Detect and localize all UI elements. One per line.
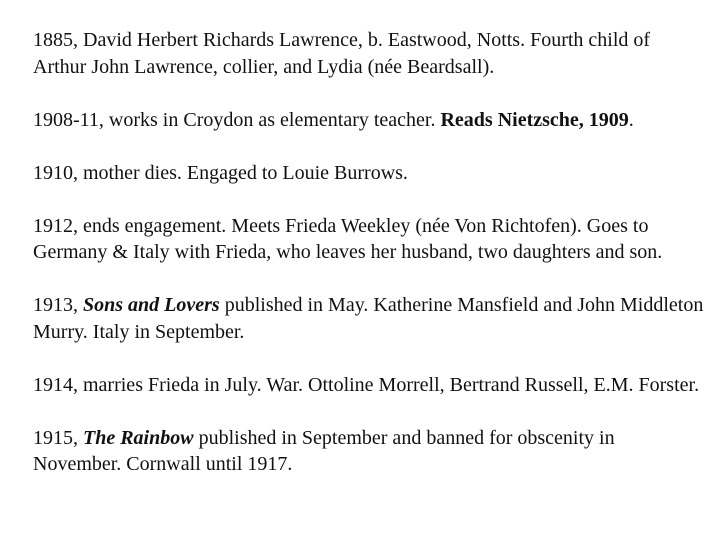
entry-text: 1885, David Herbert Richards Lawrence, b. Eastwood, Notts. Fourth child of Arthur John Lawrence, collier, and Lydia (née Beardsall).	[33, 29, 651, 78]
entry-text: 1912, ends engagement. Meets Frieda Weekley (née Von Richtofen). Goes to Germany & Italy with Frieda, who leaves her husband, two daughters and son.	[33, 214, 663, 263]
entry-1908	[33, 107, 705, 134]
entry-year: 1913,	[33, 294, 83, 316]
entry-text: 1914, marries Frieda in July. War. Ottoline Morrell, Bertrand Russell, E.M. Forster.	[33, 373, 700, 396]
book-title-the-rainbow: The Rainbow	[83, 426, 194, 449]
entry-1885	[33, 27, 705, 80]
entry-1913	[33, 292, 705, 345]
entry-1914	[33, 372, 705, 399]
book-title-sons-and-lovers: Sons and Lovers	[83, 294, 220, 316]
entry-text: 1910, mother dies. Engaged to Louie Burrows.	[33, 161, 408, 184]
entry-text: published in May. Katherine Mansfield and John Middleton Murry. Italy in September.	[33, 294, 704, 343]
entry-1915	[33, 425, 705, 478]
timeline-document	[33, 27, 705, 478]
entry-1912	[33, 213, 705, 266]
entry-text: 1908-11, works in Croydon as elementary teacher.	[33, 108, 441, 131]
entry-text-end: .	[628, 108, 634, 131]
entry-text: published in September and banned for obscenity in November. Cornwall until 1917.	[33, 426, 615, 475]
entry-year: 1915,	[33, 426, 83, 449]
entry-emphasis: Reads Nietzsche, 1909	[440, 108, 629, 131]
entry-1910	[33, 160, 705, 187]
